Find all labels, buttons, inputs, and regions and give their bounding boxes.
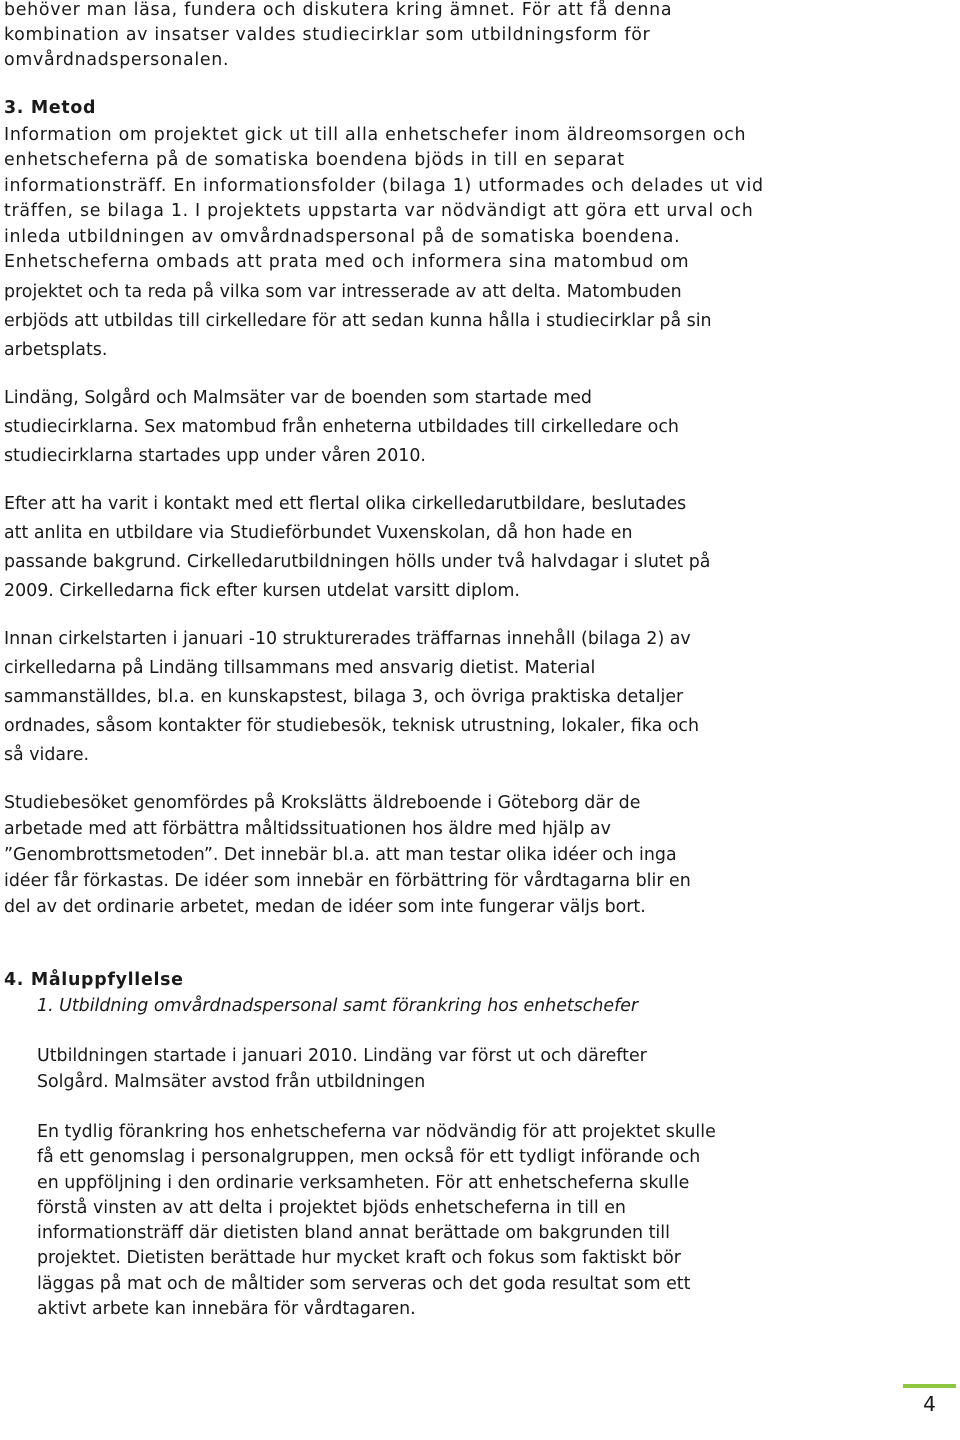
text-line: projektet och ta reda på vilka som var intresserade av att delta. Matombuden [4, 282, 682, 302]
text-line: studiecirklarna. Sex matombud från enheterna utbildades till cirkelledare och [4, 417, 679, 437]
text-line: studiecirklarna startades upp under våren 2010. [4, 446, 426, 466]
text-line: sammanställdes, bl.a. en kunskapstest, bilaga 3, och övriga praktiska detaljer [4, 687, 684, 707]
section-heading-maluppfyllelse: 4. Måluppfyllelse [4, 970, 184, 990]
metod-paragraph-5 [4, 790, 954, 920]
metod-paragraph-3 [4, 490, 954, 606]
text-line: cirkelledarna på Lindäng tillsammans med ansvarig dietist. Material [4, 658, 596, 678]
text-line: idéer får förkastas. De idéer som innebär en förbättring för vårdtagarna blir en [4, 871, 691, 891]
text-line: erbjöds att utbildas till cirkelledare för att sedan kunna hålla i studiecirklar på sin [4, 311, 712, 331]
text-line: ordnades, såsom kontakter för studiebesök, teknisk utrustning, lokaler, fika och [4, 716, 699, 736]
text-line: informationsträff. En informationsfolder (bilaga 1) utformades och delades ut vid [4, 175, 764, 196]
text-line: att anlita en utbildare via Studieförbundet Vuxenskolan, då hon hade en [4, 523, 633, 543]
subsection-heading: 1. Utbildning omvårdnadspersonal samt förankring hos enhetschefer [37, 996, 639, 1016]
footer-accent-rule [903, 1384, 956, 1388]
text-line: så vidare. [4, 745, 90, 765]
text-line: en uppföljning i den ordinarie verksamheten. För att enhetscheferna skulle [37, 1172, 690, 1193]
section-heading-metod: 3. Metod [4, 98, 97, 118]
text-line: kombination av insatser valdes studiecirklar som utbildningsform för [4, 25, 651, 45]
text-line: läggas på mat och de måltider som serveras och det goda resultat som ett [37, 1273, 691, 1294]
text-line: enhetscheferna på de somatiska boendena bjöds in till en separat [4, 150, 625, 171]
metod-paragraph-1 [4, 123, 954, 275]
text-line: aktivt arbete kan innebära för vårdtagaren. [37, 1299, 416, 1320]
text-line: inleda utbildningen av omvårdnadspersonal på de somatiska boendena. [4, 226, 681, 247]
text-line: 2009. Cirkelledarna fick efter kursen utdelat varsitt diplom. [4, 581, 520, 601]
text-line: Innan cirkelstarten i januari -10 strukturerades träffarnas innehåll (bilaga 2) av [4, 629, 691, 649]
text-line: Enhetscheferna ombads att prata med och informera sina matombud om [4, 252, 690, 273]
text-line: Studiebesöket genomfördes på Krokslätts äldreboende i Göteborg där de [4, 793, 641, 813]
metod-paragraph-1-cont [4, 278, 954, 365]
page-number: 4 [923, 1392, 936, 1416]
metod-paragraph-4 [4, 625, 954, 770]
text-line: förstå vinsten av att delta i projektet bjöds enhetscheferna in till en [37, 1197, 626, 1218]
text-line: Utbildningen startade i januari 2010. Lindäng var först ut och därefter [37, 1046, 647, 1066]
text-line: En tydlig förankring hos enhetscheferna var nödvändig för att projektet skulle [37, 1122, 716, 1142]
maluppfyllelse-paragraph-1 [37, 1043, 952, 1095]
text-line: arbetsplats. [4, 340, 108, 360]
text-line: träffen, se bilaga 1. I projektets uppstarta var nödvändigt att göra ett urval och [4, 201, 754, 222]
text-line: Lindäng, Solgård och Malmsäter var de boenden som startade med [4, 388, 592, 408]
text-line: ”Genombrottsmetoden”. Det innebär bl.a. att man testar olika idéer och inga [4, 845, 677, 865]
text-line: Solgård. Malmsäter avstod från utbildningen [37, 1072, 426, 1092]
intro-paragraph [4, 0, 954, 73]
metod-paragraph-2 [4, 384, 954, 471]
text-line: arbetade med att förbättra måltidssituationen hos äldre med hjälp av [4, 819, 611, 839]
text-line: del av det ordinarie arbetet, medan de idéer som inte fungerar väljs bort. [4, 897, 646, 917]
text-line: omvårdnadspersonalen. [4, 50, 230, 70]
text-line: projektet. Dietisten berättade hur mycket kraft och fokus som faktiskt bör [37, 1248, 681, 1269]
text-line: Efter att ha varit i kontakt med ett flertal olika cirkelledarutbildare, beslutades [4, 494, 687, 514]
text-line: passande bakgrund. Cirkelledarutbildningen hölls under två halvdagar i slutet på [4, 552, 711, 572]
text-line: informationsträff där dietisten bland annat berättade om bakgrunden till [37, 1223, 670, 1244]
text-line: få ett genomslag i personalgruppen, men också för ett tydligt införande och [37, 1147, 701, 1168]
text-line: behöver man läsa, fundera och diskutera kring ämnet. För att få denna [4, 0, 673, 20]
maluppfyllelse-paragraph-2 [37, 1120, 952, 1322]
text-line: Information om projektet gick ut till alla enhetschefer inom äldreomsorgen och [4, 125, 747, 145]
